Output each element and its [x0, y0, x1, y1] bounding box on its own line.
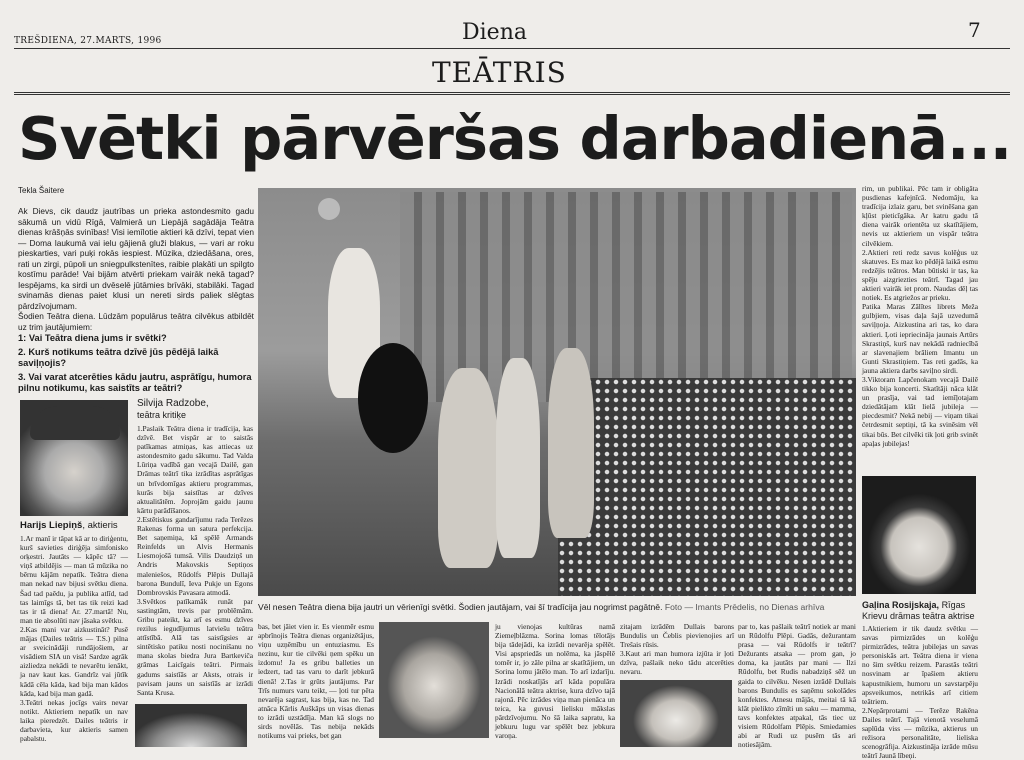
middle-column-1: bas, bet jāiet vien ir. Es vienmēr esmu apbrīnojis Teātra dienas organizētājus, viņu uzņēmību un entuziasmu. Es nezinu, kur tie cilvēki ņem spēku un izdomu! Ja es gribu balleties un iedzert, tad tas varu to darīt jebkurā dienā! 2.Tas ir grūts jautājums. Par Trīs numurs varu teikt, — ļoti tur pēta nevarēja sagrast, kas bija, kas ne. Tad atnāca Kārlis Auškāps un visas dienas to izrādi uzstādīja. Man kā slogs no sirds novēlās. Tas nebija nekāds notikums vai prieks, bet gan — [258, 622, 374, 741]
portrait-bottom-left — [135, 704, 247, 747]
question-1: 1: Vai Teātra diena jums ir svētki? — [18, 333, 167, 343]
portrait-galina-rosijskaja — [862, 476, 976, 594]
middle-column-3: zitajam izrādēm Dullais barons Bundulis un Čeblis pievienojies arī Trešais rūsis. 3.Kaut ari man humora izjūta ir ļoti dzīva, pašlaik neko tādu atcerēties nevaru. — [620, 622, 734, 677]
middle-column-4: par to, kas pašlaik teātrī notiek ar mani un Rūdolfu Plēpi. Gadās, dežurantam prasa — vai Rūdolfs ir teātrī? Dežurants atsaka — prom gan, jo doma, ka jautāts par mani — Ilzi Rūdolfu, bet Rudis nabadziņš sēž un gaida to cilvēku. Nesen izrādē Dullais barons Bundulis es saņēmu sokolādes konfektes. Atnesu mājās, meitai tā kā klāt pielikto zīmīti un saku — mamma, tavs konfektes atpakal, tās tiec uz visiem Rūdolfam Plēpis. Smiedamies abi ar Rudi uz pusēm tās ari notiesājām. — [738, 622, 856, 750]
respondent-name-radzobe: Silvija Radzobe, — [137, 398, 209, 409]
caption-text: Vēl nesen Teātra diena bija jautri un vērienīgi svētki. Šodien jautājam, vai šī tradīcija jau nogrimst pagātnē. — [258, 602, 663, 612]
photo-figure-man — [548, 348, 594, 538]
section-rule — [14, 92, 1010, 95]
question-2: 2. Kurš notikums teātra dzīvē jūs pēdējā laikā saviļņojis? — [18, 347, 219, 368]
question-3: 3. Vai varat atcerēties kādu jautru, asprātīgu, humora pilnu notikumu, kas saistīts ar teātri? — [18, 372, 252, 393]
answer-radzobe: 1.Paslaik Teātra diena ir tradīcija, kas dzīvē. Bet vispār ar to saistās patīkamas atmiņas, kas attiecas uz astondesmito gadu sākumu. Tad Valda Lūriņa vadībā gan vecajā Dailē, gan Drāmas teātrī tika izrādītas asprātīgas un brīvdomīgas aktieru programmas, kurās bija saistītas ar dzīves aktualitātēm. Joprojām gaidu jaunu kārtu parādīšanos. 2.Estētiskus gandarījumu rada Terēzes Rakenas forma un satura perfekcija. Bet saņemiņa, kā spēlē Armands Reinfelds un Alvis Hermanis Liesmojošā tumsā. Vilis Daudziņš un Andris Makovskis Septiņos maleniešos, Rūdolfs Plēpis Dullajā barona Bundulī, Ieva Pukje un Egons Dombrovskis Pavasara atmodā. 3.Svētkos patīkamāk runāt par sastingtām, trevis par problēmām. Gribu pateikt, ka arī es esmu dzīves rezilus iegudījumus latviešu teātra attīstībā. Alā tas saistīgsies ar sintētisko patiku nosti nocinišanu no mana skolas biedra Jura Bartkeviča grāmas Laicīgais teātri. Pirmais gadums saistīās ar Aksts, otrais ir pavisam jauns un saistīās ar izrādi Santa Krusa. — [137, 424, 253, 697]
page-number: 7 — [968, 18, 981, 42]
photo-figure-hair — [358, 343, 428, 453]
photo-crowd — [558, 378, 856, 596]
respondent-name-liepins: Harijs Liepiņš, aktieris — [20, 520, 118, 531]
photo-raised-ball — [318, 198, 340, 220]
section-title: TEĀTRIS — [432, 56, 567, 89]
intro-paragraph: Ak Dievs, cik daudz jautrības un prieka astondesmito gadu sākumā un vidū Rīgā, Valmierā un Liepājā sagādāja Teātra dienas krāšņās svinības! Visi iemīlotie aktieri kā dzīvi, tepat vien — Doma laukumā vai ielu gājienā gluži blakus, — vari ar roku pieskarties, vari puķi rokās iespiest. Mūzika, dziedāšana, ores, rati un zirgi, pūpoli un sniegpulkstenītes, raibie plakāti un spilgto kostīmu parāde! Vai bijām atvērti priekam vairāk nekā tagad? Iespējams, ka sirdi un dvēselē jūtāmies brīvāki, stabilāki. Tagad svinamās dienas paiet klusi un nereti sirds paliek slēgtas pārdzīvojumam. Šodien Teātra diena. Lūdzām populārus teātra cilvēkus atbildēt uz trim jautājumiem: — [18, 206, 254, 332]
middle-column-2: ju vienojas kultūras namā Ziemeļblāzma. Sorina lomas tēlotājs bija tādejādi, ka izrādi nevarēja spēlēt. Visi apspriedās un nolēma, ka jāspēlē tomēr ir, jo zāle pilna ar skatītājiem, un Sorina lomu jātēlo man. To arī izdarīju. Izrādi noskatījās arī kāda populāra Nacionālā teātra aktrise, kura dzīvo tajā rajonā. Pēc izrādes viņa man pienāca un teica, ka guvusi lielisku mākslas pārdzīvojumu. No šā laika sapratu, ka jebkuru lugu var spēlēt bez jebkura varoņa. — [495, 622, 615, 741]
byline: Tekla Šaitere — [18, 186, 65, 195]
newspaper-name: Diena — [462, 20, 527, 45]
headline: Svētki pārvēršas darbadienā... — [18, 104, 1012, 173]
right-column-text: rim, un publikai. Pēc tam ir obligāta pusdienas kafejnīcā. Nedomāju, ka tradīcija izlaiz garu, bet svinēšana gan kļūst pieticīgāka. Ar katru gadu tā diena vairāk orientēta uz skatītājiem, nevis uz aktieriem un vispār teātra cilvēkiem. 2.Aktieri reti redz savus kolēģus uz skatuves. Es maz ko pēdējā laikā esmu redzējis teātros. Man būtiski ir tas, ka spēju aizgriezties teātrī. Tagad jau aktieri vairāk iet prom. Naudas dēļ tas notiek. Es atgriežos ar prieku. Patika Maras Zālītes librets Meža gulbjiem, visas daļa šajā uzvedumā saviļņoja. Aizkustina ari tas, ko dara aktieri. Ļoti iepriecināja jaunais Artūrs Skrastiņš, kurš nav nekādā radniecībā ar slavenajiem brāliem Imantu un Gunti Skrastiņiem. Tas reti gadās, ka jauna aktiera darbs saviļno sirdi. 3.Viktoram Lapčenokam vecajā Dailē tikko bija koncerti. Skatītāji nāca klāt un prasīja, vai tad iemīļotajam dziedātājam klāt lielā jubileja — piecdesmit? Nekā nebij — viņam tikai četrdesmit septiņi, tā ka svinēsim vēl tikai būs. Bet cilvēki tik ļoti grib svinēt apaļas jubilejas! — [862, 184, 978, 448]
portrait-harijs-liepins — [20, 400, 128, 516]
caption-credit: Foto — Imants Prēdelis, no Dienas arhīva — [664, 602, 825, 612]
photo-caption — [258, 602, 856, 612]
masthead-rule — [14, 48, 1010, 49]
photo-figure-dancer — [438, 368, 498, 568]
main-photo-theatre-day-crowd — [258, 188, 856, 596]
respondent-role-radzobe: teātra kritiķe — [137, 410, 187, 420]
answer-rosijskaja: 1.Aktieriem ir tik daudz svētku — savas pirmizrādes un kolēģu pirmizrādes, teātra jubilejas un savas personiskās art. Teātra diena ir viena no šim svētku reizem. Parastās teātri nosvinam ar īpašiem aktieru kapustnikiem, humoru un savstarpēju apsveikumos, netrikās arī citiem teātriem. 2.Nepārprotami — Terēze Rakēna Dailes teātrī. Tajā vienotā veselumā saplūda viss — mūzika, aktierus un režisora personalitāte, lieliska scenogrāfija. Aizkustināja izrāde mūsu teātrī Jaunā lībeņi. — [862, 624, 978, 760]
portrait-middle-woman — [620, 680, 732, 747]
photo-figure-dancer-2 — [496, 358, 540, 558]
answer-liepins: 1.Ar manī ir tāpat kā ar to diriģentu, kurš savieties diriģēja simfonisko orķestri. Jautāts — kāpēc tā? — viņš atbildējis — man tā mūzika no bērnu kājām nepatīk. Teātra diena man nekad nav bijusi svētku diena. Šad tad paēdu, ja publika atlīd, tad tas laimīgs tā, bet tas tik reizi kad tas ir tā diena! Ar. 27.martā! Nu, man tie absolūti nav jāsaka svētku. 2.Kas mani var aizkustināt? Pusē mājas (Dailes teātris — T.S.) pilna ar sveicinādāji rundājošiem, ar visādiem SIA un visā! Sardze agrāk aizliedza nekādi te nevarētu ienākt, ja nav kaut kas. Gandrīz vai jūtīk kādā cēla kāda, kad bija man kādos kāda, kad bija man gadā. 3.Teātri nekas jocīgs vairs nevar notikt. Aktieriem nepatīk un nav laika pieredzēt. Dailes teātris ir darbavieta, kur aktieris samen pabalstu. — [20, 534, 128, 744]
issue-date: TREŠDIENA, 27.MARTS, 1996 — [14, 36, 162, 46]
respondent-name-rosijskaja: Gaļina Rosijskaja, Rīgas Krievu drāmas teātra aktrise — [862, 600, 975, 621]
portrait-middle-man — [379, 622, 489, 738]
